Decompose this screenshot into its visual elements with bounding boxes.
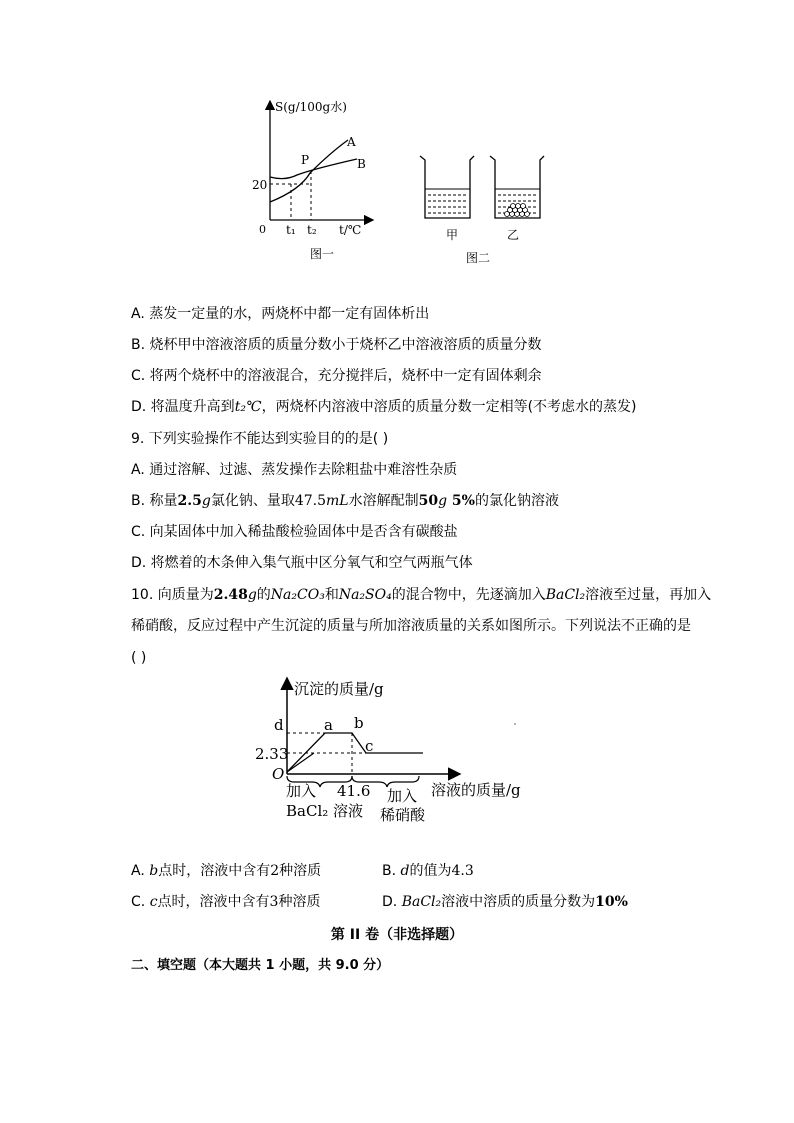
graph-label-a: a [324, 716, 333, 734]
fill-in-section-heading: 二、填空题（本大题共 1 小题，共 9.0 分） [131, 958, 390, 973]
beaker-yi-label: 乙 [507, 228, 520, 242]
graph-origin: O [272, 765, 285, 783]
figure-beakers [412, 150, 552, 270]
q10-option-d: D. BaCl₂溶液中溶质的质量分数为10% [382, 894, 628, 910]
q10-option-b: B. d的值为4.3 [382, 863, 474, 879]
figure-precipitate-graph [250, 672, 550, 830]
graph-add1-line1: 加入 [286, 782, 317, 800]
graph-label-233: 2.33 [255, 745, 289, 763]
q8-option-b: B. 烧杯甲中溶液溶质的质量分数小于烧杯乙中溶液溶质的质量分数 [131, 337, 542, 353]
fig1-caption: 图一 [310, 247, 335, 261]
q9-stem: 9. 下列实验操作不能达到实验目的的是( ) [131, 431, 389, 447]
beaker-jia [420, 156, 474, 218]
q9-option-c: C. 向某固体中加入稀盐酸检验固体中是否含有碳酸盐 [131, 524, 458, 540]
figure-solubility-curve [245, 95, 395, 270]
y-value-label: 20 [252, 178, 268, 192]
beaker-jia-label: 甲 [446, 228, 459, 242]
q8-option-c: C. 将两个烧杯中的溶液混合，充分搅拌后，烧杯中一定有固体剩余 [131, 368, 542, 384]
q8-option-a: A. 蒸发一定量的水，两烧杯中都一定有固体析出 [131, 306, 430, 322]
graph-label-c: c [365, 737, 374, 755]
graph-label-d: d [274, 716, 284, 734]
graph-add1-line2: BaCl₂ 溶液 [286, 802, 364, 820]
y-axis-label: S(g/100g水) [275, 100, 347, 114]
part-2-heading: 第 II 卷（非选择题） [330, 927, 464, 943]
point-p-label: P [301, 153, 310, 167]
graph-x-axis-label: 溶液的质量/g [431, 781, 521, 799]
graph-value-416: 41.6 [337, 782, 371, 800]
curve-b-label: B [357, 157, 366, 171]
graph-add2-line2: 稀硝酸 [380, 806, 426, 824]
q10-option-a: A. b点时，溶液中含有2种溶质 [131, 863, 322, 879]
curve-a-label: A [347, 135, 356, 149]
t1-label: t₁ [286, 223, 296, 237]
q10-stem-line3: ( ) [131, 650, 147, 666]
q10-stem-line2: 稀硝酸，反应过程中产生沉淀的质量与所加溶液质量的关系如图所示。下列说法不正确的是 [131, 618, 691, 634]
origin-label: 0 [259, 223, 266, 236]
fig2-caption: 图二 [466, 251, 491, 265]
graph-y-axis-label: 沉淀的质量/g [294, 680, 384, 698]
solid-crystals [505, 204, 530, 217]
q10-option-c: C. c点时，溶液中含有3种溶质 [131, 894, 321, 910]
x-axis-label: t/℃ [339, 223, 362, 237]
t2-label: t₂ [307, 223, 317, 237]
graph-rise-guide [287, 753, 314, 772]
q9-option-a: A. 通过溶解、过滤、蒸发操作去除粗盐中难溶性杂质 [131, 462, 458, 478]
q8-option-d: D. 将温度升高到t₂℃，两烧杯内溶液中溶质的质量分数一定相等(不考虑水的蒸发) [131, 399, 637, 415]
graph-label-b: b [354, 714, 364, 732]
q10-stem-line1: 10. 向质量为2.48g的Na₂CO₃和Na₂SO₄的混合物中，先逐滴加入BaCl₂溶液至过量，再加入 [131, 587, 712, 603]
q9-option-d: D. 将燃着的木条伸入集气瓶中区分氧气和空气两瓶气体 [131, 555, 473, 571]
graph-add2-line1: 加入 [387, 787, 418, 805]
q9-option-b: B. 称量2.5g氯化钠、量取47.5mL水溶解配制50g 5%的氯化钠溶液 [131, 493, 559, 509]
